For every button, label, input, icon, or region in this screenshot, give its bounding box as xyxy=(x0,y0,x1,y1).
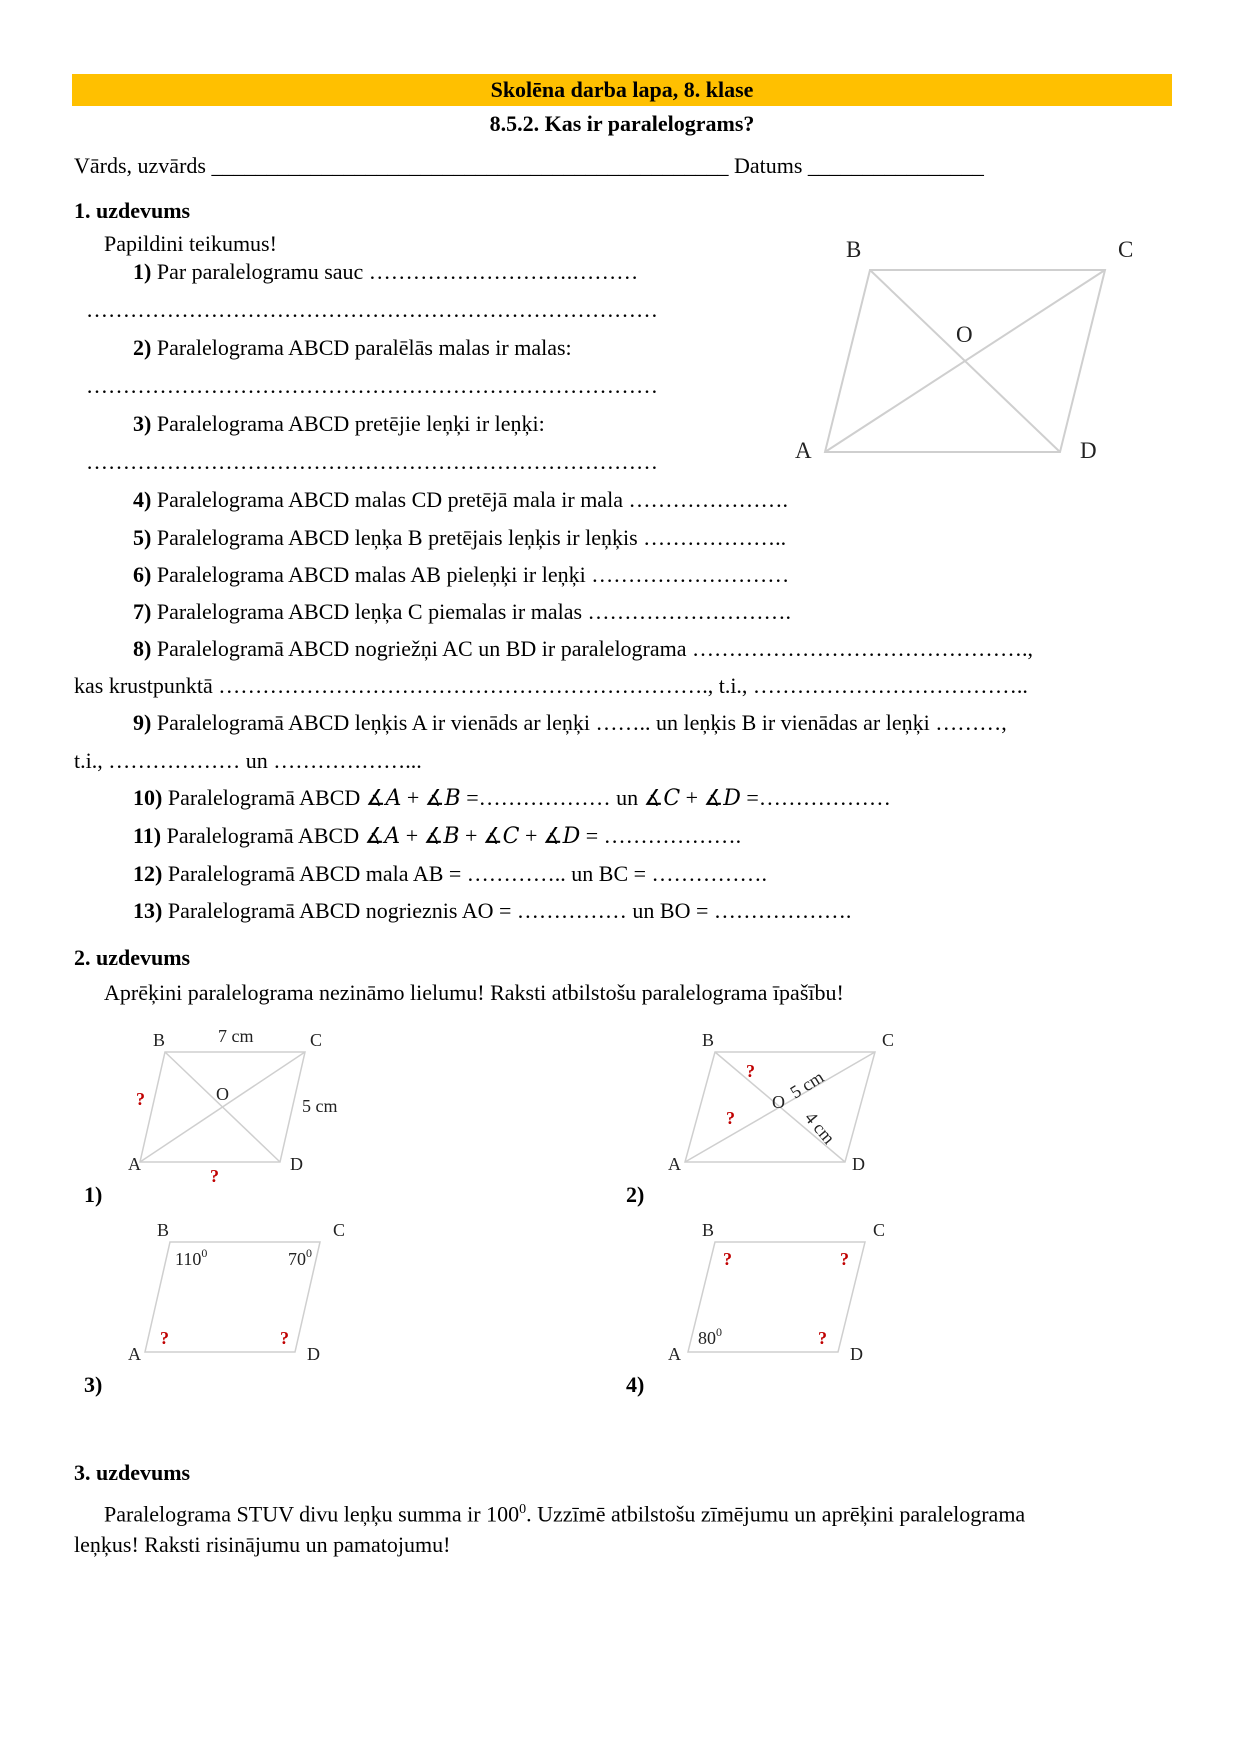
unknown-angle-d: ? xyxy=(818,1328,827,1348)
vertex-label-a: A xyxy=(128,1154,141,1174)
date-label: Datums xyxy=(733,153,803,178)
task1-parallelogram-figure xyxy=(780,235,1140,475)
task2-figure-4 xyxy=(660,1212,920,1372)
angle-value: 80 xyxy=(698,1328,716,1348)
task1-item-7 xyxy=(133,599,791,625)
figure-2-number: 2) xyxy=(626,1182,645,1207)
vertex-label-a: A xyxy=(795,438,812,463)
item-text: Paralelogramā ABCD ∡𝐴 + ∡𝐵 =……………… un ∡𝐶 + ∡𝐷 =……………… xyxy=(162,785,891,810)
center-label-o: O xyxy=(772,1092,785,1112)
vertex-label-b: B xyxy=(702,1030,715,1050)
unknown-angle-b: ? xyxy=(723,1249,732,1269)
item-number: 2) xyxy=(133,335,152,360)
vertex-label-b: B xyxy=(157,1220,170,1240)
figure-4-number: 4) xyxy=(626,1372,645,1397)
vertex-label-c: C xyxy=(1118,237,1134,262)
center-label-o: O xyxy=(216,1084,229,1104)
angle-value: 110 xyxy=(175,1249,202,1269)
task1-item-6 xyxy=(133,562,789,588)
task1-heading: 1. uzdevums xyxy=(74,198,191,223)
segment-od-length: 4 cm xyxy=(800,1107,840,1148)
task3-text-line-1 xyxy=(104,1497,1025,1527)
task1-item-9-cont: t.i., ……………… un ………………... xyxy=(74,748,422,773)
side-cd-length: 5 cm xyxy=(302,1096,338,1116)
unknown-angle-d: ? xyxy=(280,1328,289,1348)
task1-item-12 xyxy=(133,861,767,887)
task2-figure-1 xyxy=(120,1022,380,1182)
degree-sup: 0 xyxy=(306,1246,312,1260)
item-text: Paralelogramā ABCD nogrieznis AO = …………… un BO = ………………. xyxy=(162,898,852,923)
name-blank: _______________________________________________ xyxy=(211,153,729,178)
figure-3-number: 3) xyxy=(84,1372,103,1397)
diagonal-ac xyxy=(140,1052,305,1162)
task1-item-10 xyxy=(133,785,891,811)
task1-item-2-cont: …………………………………………………………………… xyxy=(86,373,658,398)
degree-sup: 0 xyxy=(519,1502,527,1517)
vertex-label-a: A xyxy=(128,1344,141,1364)
unknown-ab: ? xyxy=(136,1089,145,1109)
unknown-ob: ? xyxy=(746,1061,755,1081)
task1-item-1-cont: …………………………………………………………………… xyxy=(86,297,658,322)
task1-item-3 xyxy=(133,411,545,437)
name-line xyxy=(74,153,984,179)
center-label-o: O xyxy=(956,322,973,347)
vertex-label-d: D xyxy=(852,1154,865,1174)
item-text: Paralelograma ABCD malas AB pieleņķi ir leņķi ……………………… xyxy=(151,562,790,587)
task2-figure-2 xyxy=(660,1022,920,1182)
task1-item-9 xyxy=(133,710,1007,736)
item-number: 3) xyxy=(133,411,152,436)
task1-item-2 xyxy=(133,335,572,361)
task2-instruction: Aprēķini paralelograma nezināmo lielumu! Raksti atbilstošu paralelograma īpašību! xyxy=(104,980,844,1005)
item-text: Paralelogramā ABCD leņķis A ir vienāds ar leņķi …….. un leņķis B ir vienādas ar leņķi ………, xyxy=(151,710,1007,735)
item-text: Paralelogramā ABCD mala AB = ………….. un BC = ……………. xyxy=(162,861,768,886)
diagonal-ac xyxy=(825,270,1105,452)
unknown-oa: ? xyxy=(726,1108,735,1128)
vertex-label-a: A xyxy=(668,1344,681,1364)
lesson-title: 8.5.2. Kas ir paralelograms? xyxy=(489,111,755,136)
task2-heading: 2. uzdevums xyxy=(74,945,191,970)
item-number: 12) xyxy=(133,861,163,886)
item-text: Paralelograma ABCD paralēlās malas ir malas: xyxy=(151,335,572,360)
task1-item-1 xyxy=(133,259,638,285)
task1-item-5 xyxy=(133,525,786,551)
item-number: 10) xyxy=(133,785,163,810)
vertex-label-d: D xyxy=(290,1154,303,1174)
header-band xyxy=(72,74,1172,106)
task1-item-11 xyxy=(133,823,741,849)
item-number: 11) xyxy=(133,823,162,848)
item-text: Paralelograma ABCD pretējie leņķi ir leņķi: xyxy=(151,411,545,436)
vertex-label-d: D xyxy=(850,1344,863,1364)
worksheet-title: Skolēna darba lapa, 8. klase xyxy=(490,77,754,102)
task2-figure-3 xyxy=(120,1212,380,1372)
angle-c-value xyxy=(288,1246,312,1269)
vertex-label-b: B xyxy=(153,1030,166,1050)
angle-value: 70 xyxy=(288,1249,306,1269)
vertex-label-a: A xyxy=(668,1154,681,1174)
vertex-label-c: C xyxy=(310,1030,323,1050)
item-number: 4) xyxy=(133,487,152,512)
vertex-label-b: B xyxy=(702,1220,715,1240)
side-bc-length: 7 cm xyxy=(218,1026,254,1046)
angle-b-value xyxy=(175,1246,207,1269)
vertex-label-b: B xyxy=(846,237,862,262)
segment-oc-length: 5 cm xyxy=(786,1066,828,1103)
item-number: 8) xyxy=(133,636,152,661)
degree-sup: 0 xyxy=(716,1325,722,1339)
unknown-ad: ? xyxy=(210,1166,219,1182)
item-text: Par paralelogramu sauc ……………………….……… xyxy=(151,259,639,284)
task1-item-4 xyxy=(133,487,788,513)
vertex-label-c: C xyxy=(333,1220,346,1240)
item-number: 1) xyxy=(133,259,152,284)
item-number: 13) xyxy=(133,898,163,923)
task3-text-part: Paralelograma STUV divu leņķu summa ir 100 xyxy=(104,1501,520,1527)
task1-instruction: Papildini teikumus! xyxy=(104,231,277,256)
item-number: 9) xyxy=(133,710,152,735)
item-text: Paralelograma ABCD leņķa B pretējais leņķis ir leņķis ……………….. xyxy=(151,525,787,550)
date-blank: ________________ xyxy=(807,153,984,178)
task3-heading: 3. uzdevums xyxy=(74,1460,191,1485)
item-number: 6) xyxy=(133,562,152,587)
task1-item-3-cont: …………………………………………………………………… xyxy=(86,449,658,474)
vertex-label-d: D xyxy=(307,1344,320,1364)
item-text: Paralelograma ABCD malas CD pretējā mala ir mala …………………. xyxy=(151,487,788,512)
vertex-label-c: C xyxy=(873,1220,886,1240)
name-label: Vārds, uzvārds xyxy=(74,153,206,178)
item-text: Paralelogramā ABCD nogriežņi AC un BD ir paralelograma ………………………………………., xyxy=(151,636,1034,661)
vertex-label-d: D xyxy=(1080,438,1097,463)
task1-item-8-cont: kas krustpunktā …………………………………………………………., t.i., ……………………………….. xyxy=(74,673,1028,698)
item-number: 7) xyxy=(133,599,152,624)
angle-a-value xyxy=(698,1325,722,1348)
item-number: 5) xyxy=(133,525,152,550)
degree-sup: 0 xyxy=(201,1246,208,1260)
task3-text-line-2: leņķus! Raksti risinājumu un pamatojumu! xyxy=(74,1532,451,1557)
vertex-label-c: C xyxy=(882,1030,895,1050)
unknown-angle-a: ? xyxy=(160,1328,169,1348)
task1-item-13 xyxy=(133,898,851,924)
item-text: Paralelograma ABCD leņķa C piemalas ir malas ………………………. xyxy=(151,599,792,624)
item-text: Paralelogramā ABCD ∡𝐴 + ∡𝐵 + ∡𝐶 + ∡𝐷 = ………………. xyxy=(161,823,742,848)
task1-item-8 xyxy=(133,636,1033,662)
task3-text-part: . Uzzīmē atbilstošu zīmējumu un aprēķini paralelograma xyxy=(526,1501,1026,1527)
figure-1-number: 1) xyxy=(84,1182,103,1207)
unknown-angle-c: ? xyxy=(840,1249,849,1269)
